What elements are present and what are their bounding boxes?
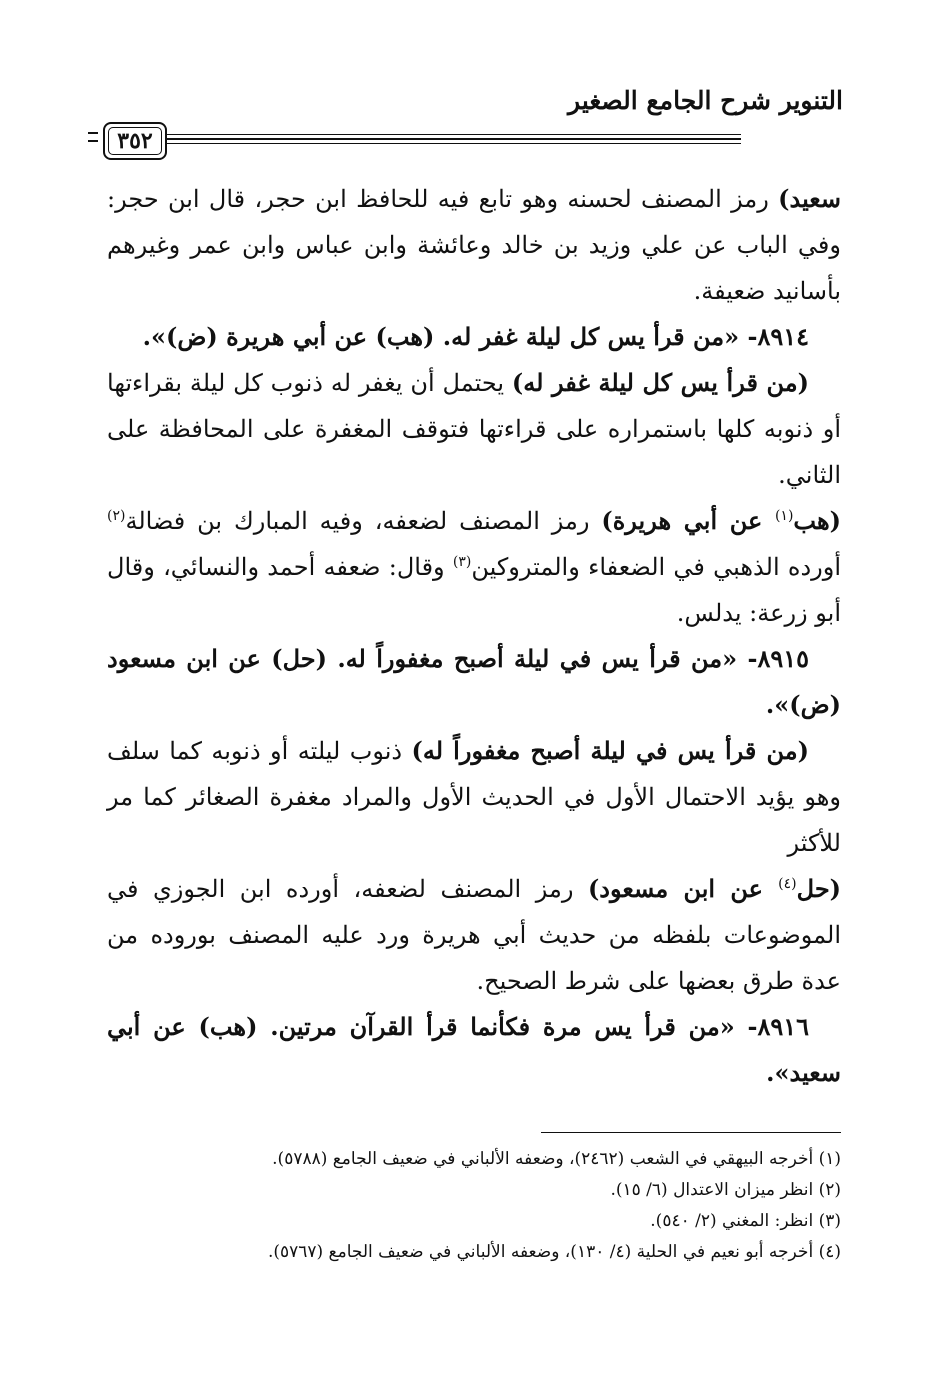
hadith-text: ٨٩١٤- «من قرأ يس كل ليلة غفر له. (هب) عن أبي هريرة (ض)». — [142, 322, 809, 351]
footnote-ref: (١) — [774, 508, 794, 524]
page-number: ٣٥٢ — [103, 122, 167, 160]
hadith-8916 — [107, 1004, 841, 1096]
running-title: التنوير شرح الجامع الصغير — [568, 86, 843, 115]
bold-text: (هب — [793, 506, 841, 535]
text: رمز المصنف لضعفه، وفيه المبارك بن فضالة — [125, 507, 602, 535]
header-ornament — [88, 132, 98, 142]
bold-text: (من قرأ يس كل ليلة غفر له) — [511, 368, 809, 397]
footnote-ref: (٤) — [778, 876, 797, 892]
footnotes — [107, 1144, 841, 1268]
text: رمز المصنف لضعفه، أورده ابن الجوزي في الموضوعات بلفظه من حديث أبي هريرة ورد عليه المصنف بوروده من عدة طرق بعضها على شرط الصحيح. — [107, 875, 841, 995]
text: ذنوب ليلته أو ذنوبه كما سلف وهو يؤيد الاحتمال الأول في الحديث الأول والمراد مغفرة الصغائر كما مر للأكثر — [107, 737, 841, 857]
text: يحتمل أن يغفر له ذنوب كل ليلة بقراءتها أو ذنوبه كلها باستمراره على قراءتها فتوقف المغفرة على المحافظة على الثاني. — [107, 369, 841, 489]
bold-text: (حل — [796, 874, 842, 903]
footnote-2: (٢) انظر ميزان الاعتدال (٦/ ١٥). — [610, 1180, 841, 1200]
text: أورده الذهبي في الضعفاء والمتروكين — [471, 553, 842, 581]
hadith-text: ٨٩١٥- «من قرأ يس في ليلة أصبح مغفوراً له. (حل) عن ابن مسعود (ض)». — [107, 644, 841, 719]
bold-text: سعيد) — [778, 184, 841, 213]
hadith-8914 — [107, 314, 841, 360]
header-rule — [110, 124, 741, 154]
paragraph — [107, 176, 841, 314]
paragraph — [107, 498, 841, 636]
footnote-1: (١) أخرجه البيهقي في الشعب (٢٤٦٢)، وضعفه الألباني في ضعيف الجامع (٥٧٨٨). — [272, 1149, 841, 1169]
header-rule-line — [110, 143, 741, 144]
bold-text: عن أبي هريرة) — [601, 506, 775, 535]
bold-text: (من قرأ يس في ليلة أصبح مغفوراً له) — [411, 736, 809, 765]
footnote-ref: (٢) — [107, 508, 126, 524]
text: وقال: ضعفه أحمد والنسائي، وقال أبو زرعة: يدلس. — [107, 553, 841, 627]
paragraph — [107, 866, 841, 1004]
paragraph — [107, 360, 841, 498]
main-text — [107, 176, 841, 1096]
hadith-text: ٨٩١٦- «من قرأ يس مرة فكأنما قرأ القرآن مرتين. (هب) عن أبي سعيد». — [107, 1012, 841, 1087]
bold-text: عن ابن مسعود) — [587, 874, 779, 903]
footnote-separator — [541, 1132, 841, 1133]
paragraph — [107, 728, 841, 866]
text: رمز المصنف لحسنه وهو تابع فيه للحافظ ابن حجر، قال ابن حجر: وفي الباب عن علي وزيد بن خالد وعائشة وابن عباس وابن عمر وغيرهم بأسانيد ضعيفة. — [107, 185, 841, 305]
footnote-ref: (٣) — [452, 554, 472, 570]
footnote-3: (٣) انظر: المغني (٢/ ٥٤٠). — [650, 1211, 841, 1231]
header-rule-line — [110, 138, 741, 140]
hadith-8915 — [107, 636, 841, 728]
footnote-4: (٤) أخرجه أبو نعيم في الحلية (٤/ ١٣٠)، وضعفه الألباني في ضعيف الجامع (٥٧٦٧). — [267, 1242, 841, 1262]
header-rule-line — [110, 134, 741, 135]
